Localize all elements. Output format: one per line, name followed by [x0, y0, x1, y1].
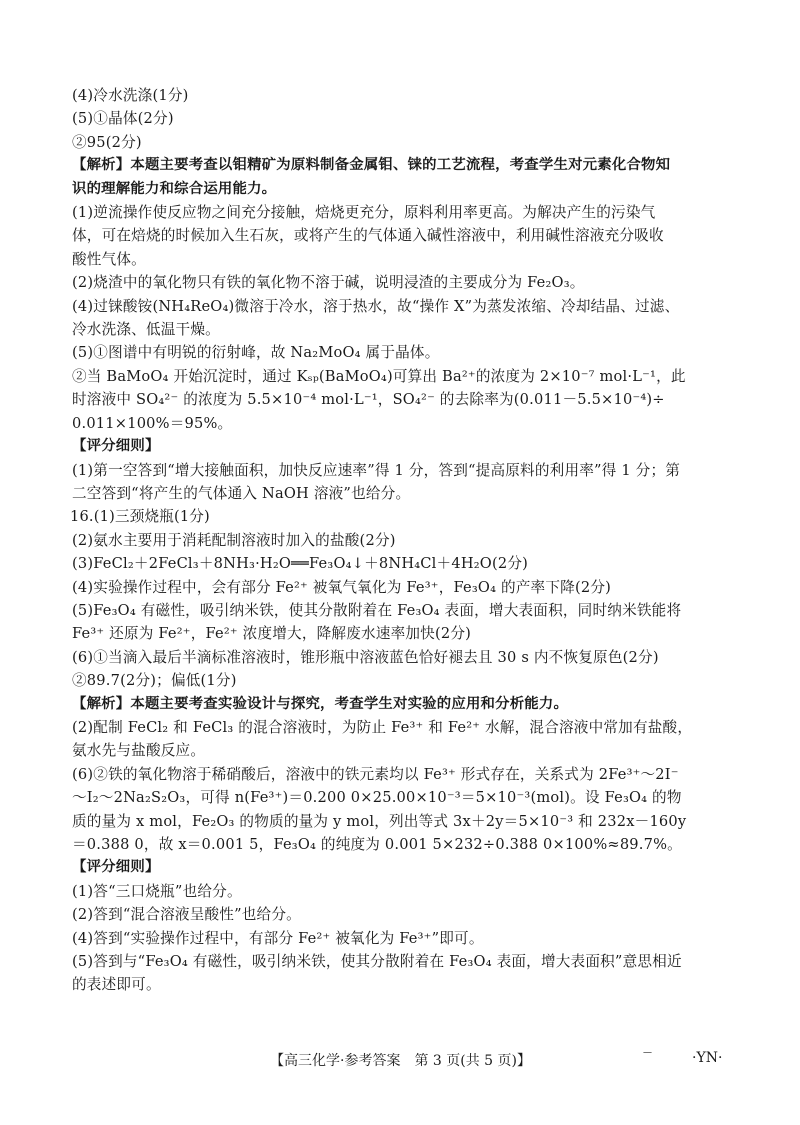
- text-line: (2)氨水主要用于消耗配制溶液时加入的盐酸(2分): [72, 531, 396, 549]
- text-line: (5)Fe₃O₄ 有磁性，吸引纳米铁，使其分散附着在 Fe₃O₄ 表面，增大表面积，同时纳米铁能将: [72, 601, 682, 619]
- text-line: 酸性气体。: [72, 250, 146, 268]
- text-line: (1)第一空答到“增大接触面积，加快反应速率”得 1 分，答到“提高原料的利用率”得 1 分；第: [72, 461, 681, 479]
- text-line: (2)烧渣中的氧化物只有铁的氧化物不溶于碱，说明浸渣的主要成分为 Fe₂O₃。: [72, 274, 585, 292]
- text-line: ②当 BaMoO₄ 开始沉淀时，通过 Kₛₚ(BaMoO₄)可算出 Ba²⁺的浓度为 2×10⁻⁷ mol·L⁻¹，此: [72, 367, 686, 385]
- analysis-heading-cont: 识的理解能力和综合运用能力。: [72, 180, 277, 197]
- footer-page-info: 【高三化学·参考答案 第 3 页(共 5 页)】: [270, 1053, 531, 1069]
- text-line: (2)配制 FeCl₂ 和 FeCl₃ 的混合溶液时，为防止 Fe³⁺ 和 Fe²⁺ 水解，混合溶液中常加有盐酸，: [72, 718, 693, 736]
- text-line: (4)冷水洗涤(1分): [72, 87, 189, 104]
- analysis-heading: 【解析】本题主要考查以钼精矿为原料制备金属钼、铼的工艺流程，考查学生对元素化合物知: [72, 157, 671, 174]
- text-line: (5)①图谱中有明锐的衍射峰，故 Na₂MoO₄ 属于晶体。: [72, 344, 440, 362]
- text-line: Fe³⁺ 还原为 Fe²⁺，Fe²⁺ 浓度增大，降解废水速率加快(2分): [72, 625, 472, 643]
- text-line: 体，可在焙烧的时候加入生石灰，或将产生的气体通入碱性溶液中，利用碱性溶液充分吸收: [72, 227, 664, 245]
- scoring-heading: 【评分细则】: [72, 438, 160, 455]
- question-16-line: 16.(1)三颈烧瓶(1分): [70, 508, 210, 526]
- text-line: 冷水洗涤、低温干燥。: [72, 321, 220, 339]
- text-line: 0.011×100%＝95%。: [72, 414, 233, 432]
- text-line: 时溶液中 SO₄²⁻ 的浓度为 5.5×10⁻⁴ mol·L⁻¹，SO₄²⁻ 的去除率为(0.011－5.5×10⁻⁴)÷: [72, 391, 665, 409]
- text-line: ②89.7(2分)；偏低(1分): [72, 672, 237, 690]
- text-line: (2)答到“混合溶液呈酸性”也给分。: [72, 906, 301, 924]
- text-line: (6)①当滴入最后半滴标准溶液时，锥形瓶中溶液蓝色恰好褪去且 30 s 内不恢复原色(2分): [72, 648, 659, 666]
- text-line: 二空答到“将产生的气体通入 NaOH 溶液”也给分。: [72, 484, 411, 502]
- text-line: ＝0.388 0，故 x＝0.001 5，Fe₃O₄ 的纯度为 0.001 5×232÷0.388 0×100%≈89.7%。: [72, 836, 682, 853]
- text-line: ②95(2分): [72, 133, 142, 151]
- equation-line: (3)FeCl₂＋2FeCl₃＋8NH₃·H₂O══Fe₃O₄↓＋8NH₄Cl＋4H₂O(2分): [72, 555, 529, 573]
- text-line: ～I₂～2Na₂S₂O₃，可得 n(Fe³⁺)＝0.200 0×25.00×10⁻³＝5×10⁻³(mol)。设 Fe₃O₄ 的物: [72, 789, 682, 807]
- analysis-heading: 【解析】本题主要考查实验设计与探究，考查学生对实验的应用和分析能力。: [72, 695, 569, 712]
- text-line: (1)答“三口烧瓶”也给分。: [72, 882, 242, 900]
- text-line: (1)逆流操作使反应物之间充分接触，焙烧更充分，原料利用率更高。为解决产生的污染气: [72, 204, 656, 222]
- text-line: 质的量为 x mol，Fe₂O₃ 的物质的量为 y mol，列出等式 3x＋2y＝5×10⁻³ 和 232x－160y: [72, 812, 687, 830]
- text-line: (4)过铼酸铵(NH₄ReO₄)微溶于冷水，溶于热水，故“操作 X”为蒸发浓缩、冷却结晶、过滤、: [72, 297, 680, 315]
- text-line: (5)答到与“Fe₃O₄ 有磁性，吸引纳米铁，使其分散附着在 Fe₃O₄ 表面，增大表面积”意思相近: [72, 953, 682, 971]
- text-line: 的表述即可。: [72, 976, 161, 994]
- footer-region-code: ·YN·: [692, 1050, 723, 1066]
- text-line: (5)①晶体(2分): [72, 110, 174, 128]
- scoring-heading: 【评分细则】: [72, 859, 160, 876]
- footer-mark: —: [643, 1048, 652, 1058]
- text-line: (6)②铁的氧化物溶于稀硝酸后，溶液中的铁元素均以 Fe³⁺ 形式存在，关系式为 2Fe³⁺～2I⁻: [72, 765, 679, 783]
- answer-content: [72, 84, 744, 997]
- text-line: (4)答到“实验操作过程中，有部分 Fe²⁺ 被氧化为 Fe³⁺”即可。: [72, 929, 484, 947]
- text-line: (4)实验操作过程中，会有部分 Fe²⁺ 被氧气氧化为 Fe³⁺，Fe₃O₄ 的产率下降(2分): [72, 578, 612, 596]
- text-line: 氨水先与盐酸反应。: [72, 742, 206, 760]
